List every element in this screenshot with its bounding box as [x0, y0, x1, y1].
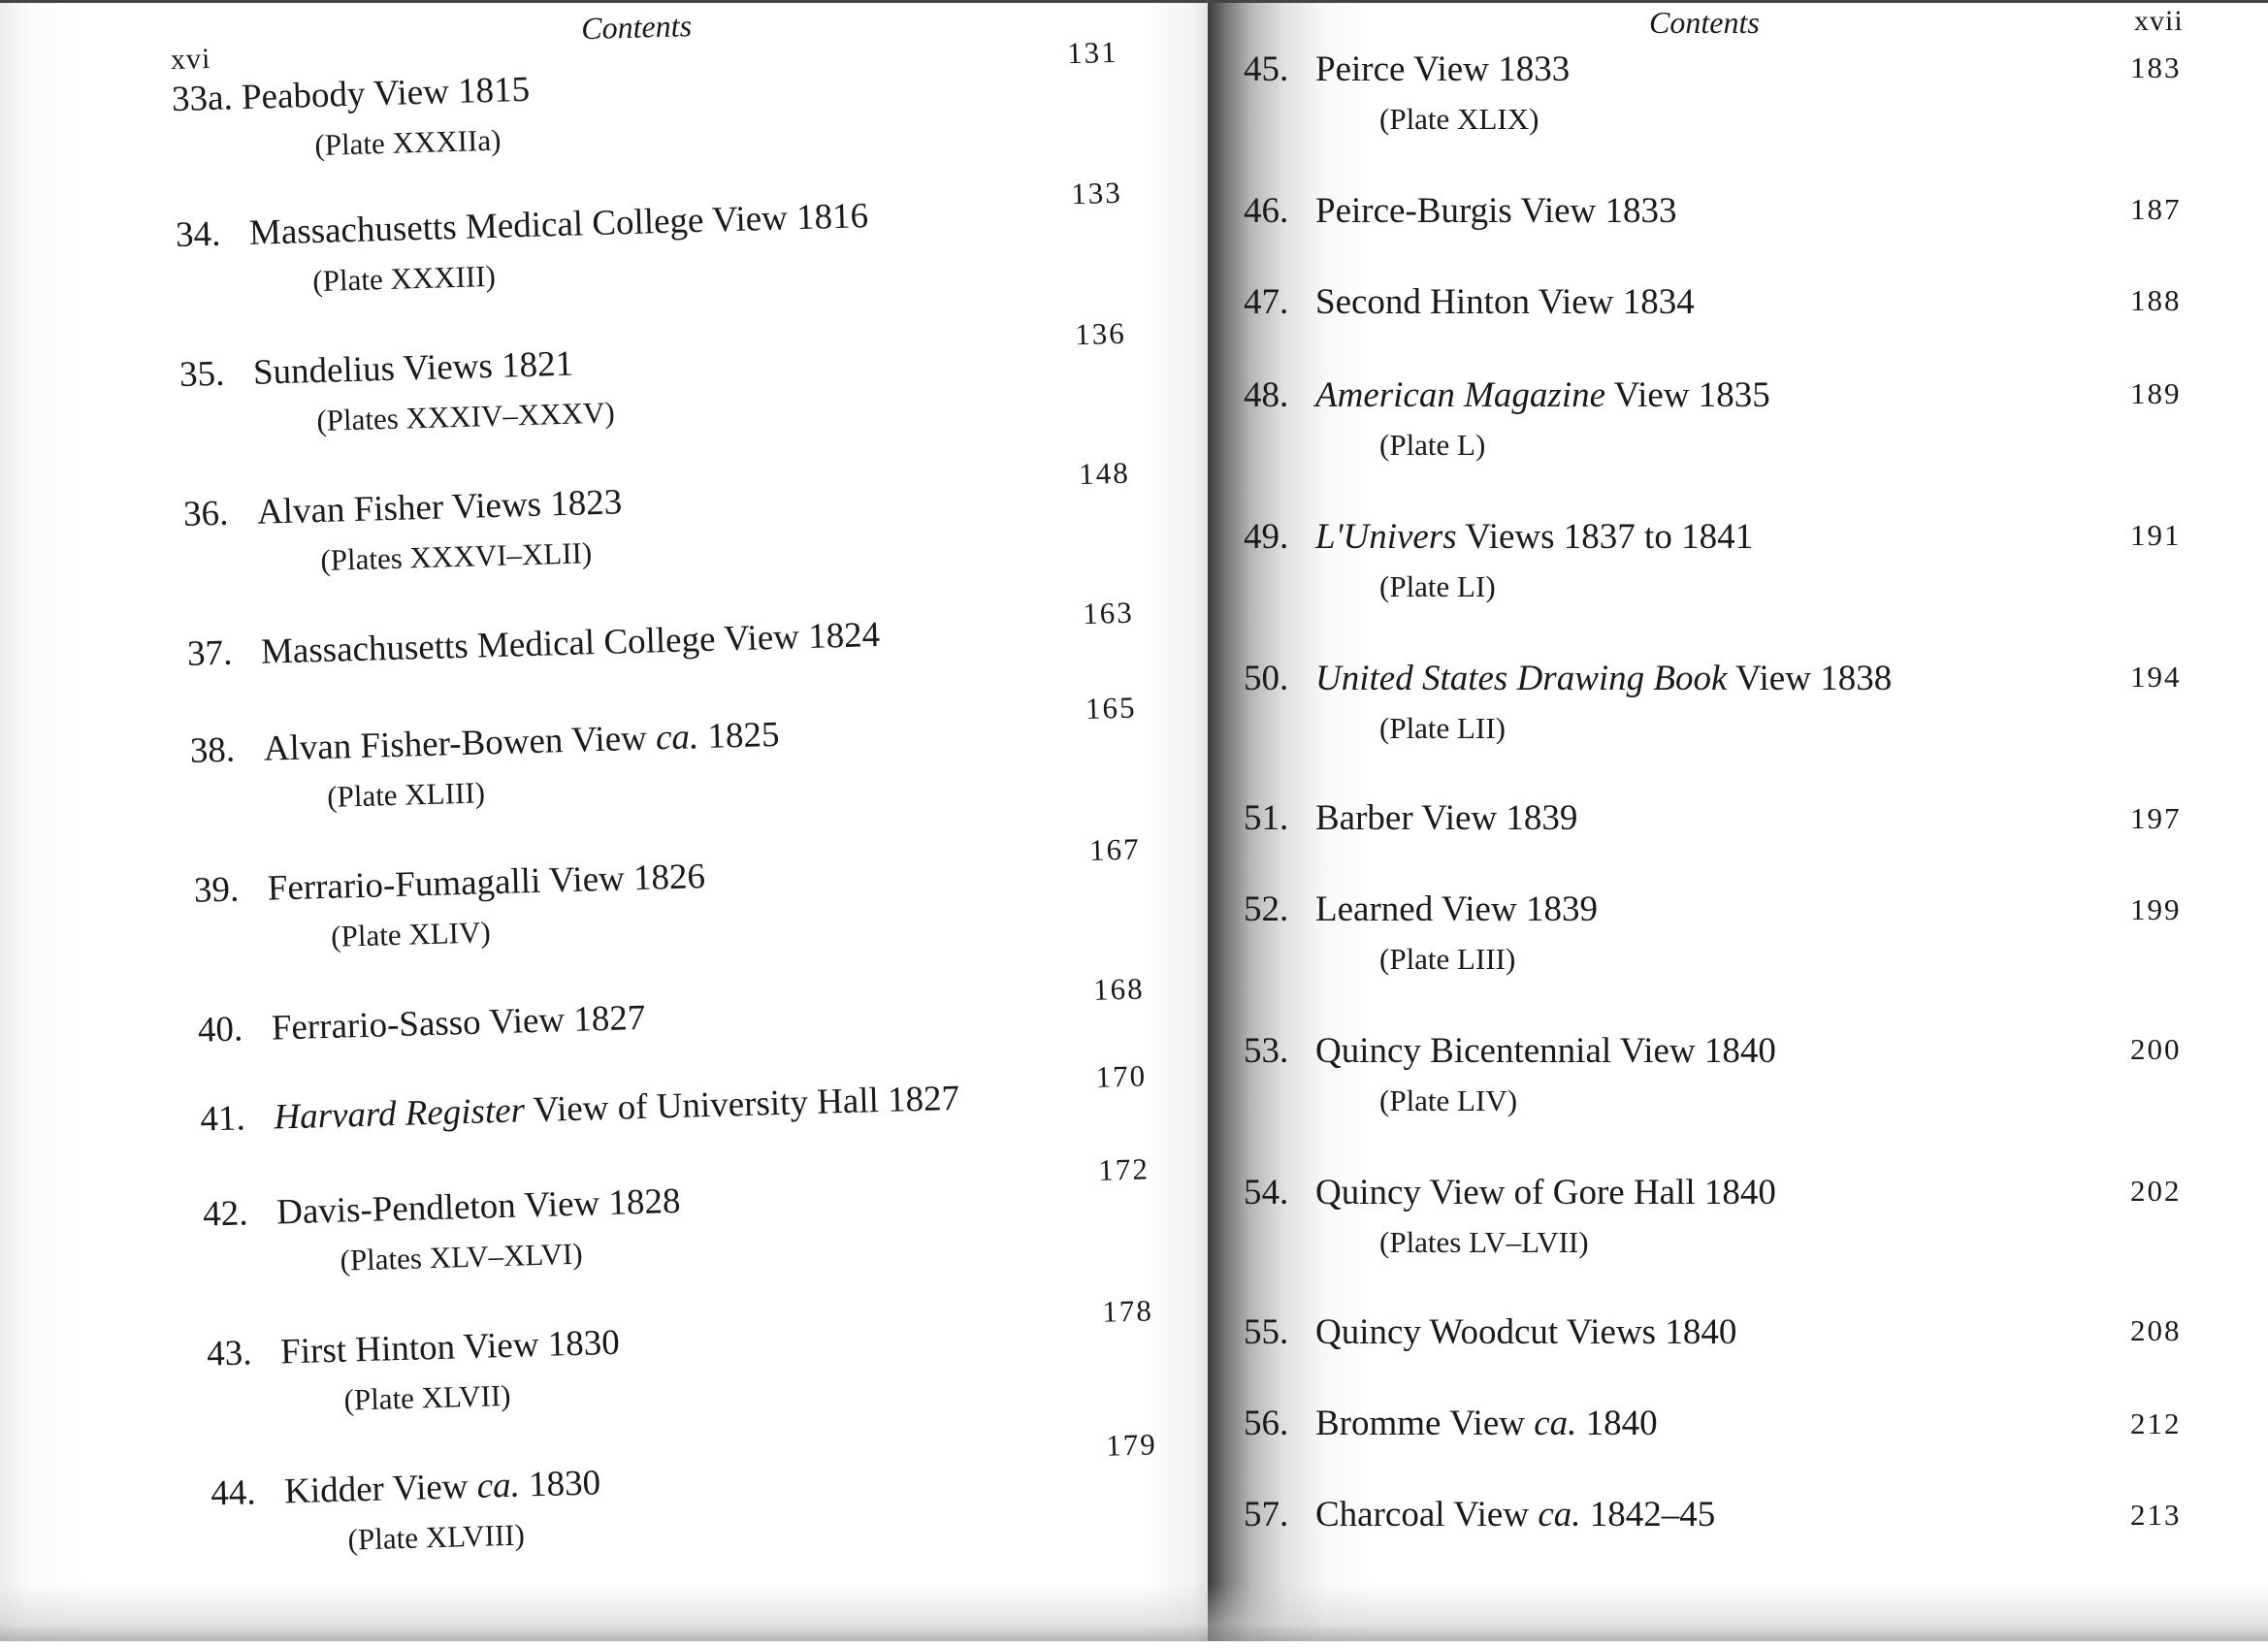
- entry-plate: (Plate XXXIIa): [313, 122, 502, 162]
- entry-title-italic: ca.: [476, 1465, 521, 1506]
- toc-entry: [203, 1180, 683, 1283]
- entry-number: 50.: [1244, 659, 1289, 698]
- entry-title: Bromme View: [1315, 1404, 1535, 1443]
- toc-entry: [1244, 797, 1577, 840]
- entry-page-number: 212: [2130, 1406, 2182, 1440]
- entry-page-number: 165: [1085, 690, 1137, 727]
- entry-number: 52.: [1244, 889, 1289, 929]
- toc-entry: [1244, 1030, 1776, 1119]
- entry-plate: (Plates XXXIV–XXXV): [315, 395, 616, 438]
- entry-title: Quincy View of Gore Hall 1840: [1315, 1173, 1776, 1212]
- entry-page-number: 187: [2130, 192, 2182, 226]
- entry-number: 42.: [202, 1193, 249, 1235]
- entry-title: Quincy Woodcut Views 1840: [1315, 1312, 1737, 1352]
- toc-entry: [200, 1078, 960, 1142]
- entry-page-number: 197: [2130, 801, 2182, 835]
- toc-entry: [175, 195, 870, 304]
- toc-entry: [197, 997, 646, 1052]
- entry-title: View 1838: [1727, 659, 1893, 698]
- entry-page-number: 191: [2130, 518, 2182, 552]
- entry-number: 36.: [182, 493, 229, 534]
- entry-plate: (Plate LIV): [1379, 1083, 1518, 1117]
- entry-page-number: 179: [1105, 1427, 1158, 1463]
- entry-number: 41.: [199, 1098, 246, 1140]
- entry-page-number: 199: [2130, 892, 2182, 926]
- entry-page-number: 178: [1101, 1293, 1154, 1329]
- entry-number: 46.: [1244, 191, 1289, 231]
- entry-title: Peirce View 1833: [1315, 49, 1571, 89]
- toc-entry: [1244, 889, 1598, 978]
- entry-title: First Hinton View 1830: [279, 1322, 621, 1373]
- page-bottom-shadow: [0, 1583, 2268, 1641]
- entry-title: Davis-Pendleton View 1828: [275, 1180, 681, 1233]
- entry-title: Alvan Fisher Views 1823: [256, 482, 623, 533]
- entry-title-italic: L'Univers: [1315, 517, 1457, 557]
- entry-title-italic: American Magazine: [1315, 375, 1606, 415]
- toc-entry: [1244, 516, 1753, 605]
- entry-number: 45.: [1244, 49, 1289, 89]
- entry-title: Quincy Bicentennial View 1840: [1315, 1031, 1776, 1071]
- toc-entry: [1244, 48, 1570, 138]
- running-head-left: Contents: [580, 8, 693, 47]
- toc-entry: [211, 1462, 602, 1562]
- folio-right: xvii: [2134, 5, 2184, 37]
- entry-number: 55.: [1244, 1312, 1289, 1352]
- entry-title: Second Hinton View 1834: [1315, 282, 1695, 322]
- entry-number: 56.: [1244, 1404, 1289, 1443]
- toc-entry: [172, 69, 533, 168]
- entry-number: 44.: [210, 1472, 257, 1514]
- entry-page-number: 163: [1082, 595, 1135, 631]
- toc-entry: [207, 1322, 622, 1423]
- entry-title: Charcoal View: [1315, 1495, 1539, 1535]
- entry-title: Ferrario-Fumagalli View 1826: [267, 856, 706, 909]
- entry-title-italic: ca.: [1538, 1495, 1581, 1535]
- entry-title: Massachusetts Medical College View 1816: [248, 196, 869, 253]
- toc-entry: [182, 481, 624, 583]
- entry-title-italic: United States Drawing Book: [1315, 659, 1728, 698]
- toc-entry: [178, 342, 615, 443]
- entry-number: 37.: [186, 632, 233, 674]
- entry-plate: (Plate LI): [1379, 569, 1496, 603]
- entry-page-number: 200: [2130, 1032, 2182, 1066]
- entry-number: 43.: [206, 1333, 253, 1374]
- toc-entry: [189, 714, 781, 820]
- entry-page-number: 167: [1088, 831, 1142, 867]
- entry-page-number: 213: [2130, 1498, 2182, 1532]
- toc-entry: [1244, 1172, 1776, 1261]
- folio-left: xvi: [170, 42, 211, 77]
- entry-page-number: 194: [2130, 660, 2182, 694]
- entry-plate: (Plates XXXVI–XLII): [319, 535, 593, 577]
- entry-title: Peabody View 1815: [241, 69, 531, 118]
- entry-title-italic: ca.: [1534, 1404, 1577, 1443]
- entry-page-number: 189: [2130, 376, 2182, 410]
- toc-entry: [193, 856, 707, 959]
- entry-page-number: 208: [2130, 1313, 2182, 1347]
- entry-plate: (Plate LIII): [1379, 942, 1516, 976]
- toc-entry: [186, 614, 880, 676]
- entry-plate: (Plate XLIV): [330, 915, 492, 953]
- entry-title-italic: Harvard Register: [273, 1090, 526, 1138]
- entry-page-number: 183: [2130, 50, 2182, 84]
- entry-number: 57.: [1244, 1495, 1289, 1535]
- entry-page-number: 202: [2130, 1174, 2182, 1208]
- entry-number: 51.: [1244, 798, 1289, 838]
- entry-title: View of University Hall 1827: [524, 1078, 960, 1131]
- entry-page-number: 170: [1095, 1058, 1148, 1094]
- toc-entry: [1244, 658, 1892, 747]
- entry-number: 35.: [178, 353, 225, 395]
- entry-title: Views 1837 to 1841: [1456, 517, 1754, 557]
- entry-plate: (Plate XLIX): [1379, 102, 1539, 136]
- entry-plate: (Plate XXXIII): [311, 258, 497, 299]
- entry-title: Ferrario-Sasso View 1827: [271, 997, 646, 1049]
- entry-title-year: 1840: [1576, 1404, 1658, 1443]
- entry-number: 49.: [1244, 517, 1289, 557]
- entry-number: 33a.: [171, 78, 234, 120]
- entry-title: Barber View 1839: [1315, 798, 1578, 838]
- entry-title: Kidder View: [283, 1466, 478, 1512]
- running-head-right: Contents: [1649, 5, 1760, 40]
- toc-entry: [1244, 1311, 1736, 1354]
- entry-number: 38.: [189, 729, 236, 771]
- entry-plate: (Plate XLVIII): [347, 1517, 526, 1557]
- entry-page-number: 148: [1078, 455, 1131, 492]
- entry-page-number: 133: [1070, 175, 1123, 211]
- toc-entry: [1244, 281, 1695, 324]
- entry-title: Alvan Fisher-Bowen View: [263, 718, 657, 769]
- entry-title-italic: ca.: [655, 717, 699, 759]
- entry-number: 40.: [197, 1009, 243, 1050]
- entry-number: 48.: [1244, 375, 1289, 415]
- entry-plate: (Plate LII): [1379, 711, 1506, 745]
- toc-entry: [1244, 374, 1770, 464]
- entry-title: Learned View 1839: [1315, 889, 1598, 929]
- entry-title: Sundelius Views 1821: [252, 343, 574, 393]
- entry-plate: (Plates XLV–XLVI): [340, 1236, 583, 1277]
- toc-entry: [1244, 190, 1677, 233]
- entry-number: 34.: [175, 213, 221, 256]
- entry-plate: (Plates LV–LVII): [1379, 1225, 1589, 1259]
- entry-page-number: 188: [2130, 283, 2182, 317]
- entry-number: 54.: [1244, 1173, 1289, 1212]
- toc-entry: [1244, 1403, 1658, 1445]
- entry-title-year: 1830: [519, 1463, 601, 1505]
- entry-title-year: 1842–45: [1580, 1495, 1716, 1535]
- entry-title: Massachusetts Medical College View 1824: [260, 614, 881, 672]
- entry-plate: (Plate XLIII): [326, 775, 486, 814]
- entry-title-year: 1825: [697, 714, 780, 758]
- entry-page-number: 136: [1074, 315, 1127, 352]
- entry-plate: (Plate L): [1379, 428, 1486, 462]
- entry-page-number: 168: [1092, 971, 1146, 1007]
- entry-plate: (Plate XLVII): [343, 1377, 511, 1417]
- entry-page-number: 131: [1066, 34, 1119, 71]
- entry-page-number: 172: [1097, 1151, 1150, 1187]
- entry-number: 47.: [1244, 282, 1289, 322]
- entry-title: Peirce-Burgis View 1833: [1315, 191, 1677, 231]
- toc-entry: [1244, 1494, 1715, 1536]
- entry-title: View 1835: [1605, 375, 1770, 415]
- entry-number: 39.: [193, 869, 240, 911]
- entry-number: 53.: [1244, 1031, 1289, 1071]
